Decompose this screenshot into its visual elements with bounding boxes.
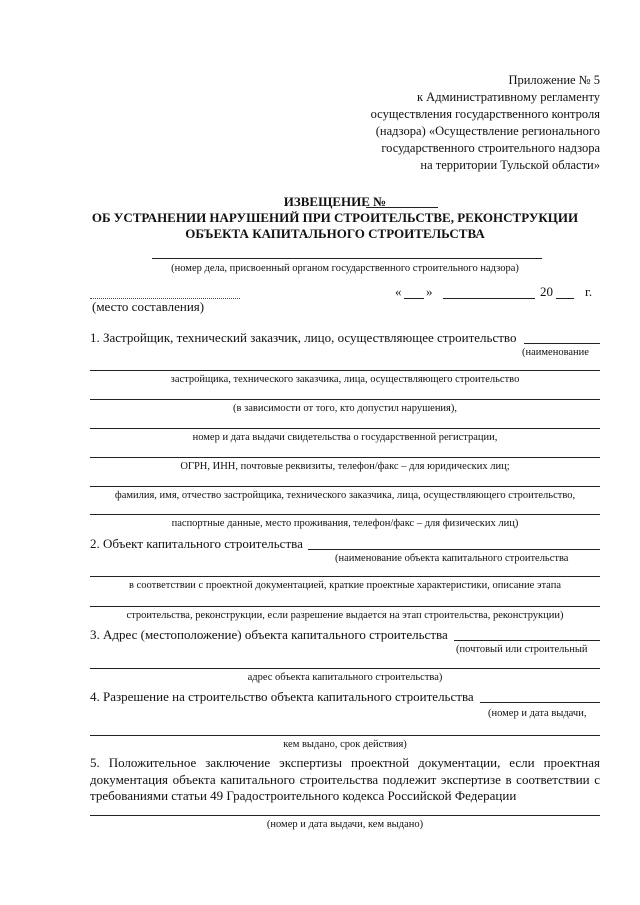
- section4-hint: кем выдано, срок действия): [283, 739, 407, 750]
- section3-hint: (почтовый или строительный: [456, 644, 588, 655]
- notice-number-row: [60, 193, 610, 210]
- appendix-line: государственного строительного надзора: [381, 141, 600, 155]
- section3-hint: адрес объекта капитального строительства): [247, 672, 443, 683]
- section1-hint: паспортные данные, место проживания, телефон/факс – для физических лиц): [171, 518, 519, 529]
- section3-field[interactable]: [90, 668, 600, 669]
- section1-field[interactable]: [90, 486, 600, 487]
- appendix-line: на территории Тульской области»: [420, 158, 600, 172]
- appendix-line: осуществления государственного контроля: [370, 107, 600, 121]
- date-open-quote: «: [395, 284, 402, 299]
- section1-field[interactable]: [90, 428, 600, 429]
- section4-field[interactable]: [480, 702, 600, 703]
- section4-label: 4. Разрешение на строительство объекта капитального строительства: [90, 689, 474, 704]
- section2-label: 2. Объект капитального строительства: [90, 536, 303, 551]
- appendix-block: [330, 72, 600, 174]
- title-line-2: ОБЪЕКТА КАПИТАЛЬНОГО СТРОИТЕЛЬСТВА: [185, 226, 485, 241]
- section3-field[interactable]: [454, 640, 600, 641]
- date-close-quote: »: [426, 284, 433, 299]
- section1-field[interactable]: [90, 370, 600, 371]
- section5-hint: (номер и дата выдачи, кем выдано): [266, 819, 424, 830]
- section2-field[interactable]: [90, 576, 600, 577]
- section1-hint: фамилия, имя, отчество застройщика, технического заказчика, лица, осуществляющего строительство,: [114, 490, 576, 501]
- appendix-line: к Административному регламенту: [416, 90, 600, 104]
- notice-label: ИЗВЕЩЕНИЕ №: [283, 194, 387, 209]
- section2-field[interactable]: [90, 606, 600, 607]
- date-day-field[interactable]: [404, 298, 424, 299]
- section3-label: 3. Адрес (местоположение) объекта капитального строительства: [90, 627, 448, 642]
- notice-number-field[interactable]: [366, 207, 438, 208]
- section1-field[interactable]: [524, 343, 600, 344]
- date-month-field[interactable]: [443, 298, 535, 299]
- section2-hint: (наименование объекта капитального строительства: [335, 553, 569, 564]
- date-year-suffix: г.: [585, 284, 593, 299]
- date-year-field[interactable]: [556, 298, 574, 299]
- section1-field[interactable]: [90, 457, 600, 458]
- section1-label: 1. Застройщик, технический заказчик, лицо, осуществляющее строительство: [90, 330, 517, 345]
- appendix-line: Приложение № 5: [508, 73, 600, 87]
- section5-field[interactable]: [90, 815, 600, 816]
- case-number-hint: (номер дела, присвоенный органом государственного строительного надзора): [171, 263, 519, 274]
- section2-hint: строительства, реконструкции, если разрешение выдается на этап строительства, реконструкции): [126, 610, 564, 621]
- section1-field[interactable]: [90, 399, 600, 400]
- section1-hint: (наименование: [522, 347, 589, 358]
- section1-hint: ОГРН, ИНН, почтовые реквизиты, телефон/факс – для юридических лиц;: [180, 461, 510, 472]
- section1-field[interactable]: [90, 514, 600, 515]
- date-year-prefix: 20: [540, 284, 553, 299]
- section5-text: 5. Положительное заключение экспертизы проектной документации, если проектная документация объекта капитального строительства подлежит экспертизе в соответствии с требованиями статьи 49 Градостроительного кодекса Российской Федерации: [90, 755, 600, 803]
- section1-hint: номер и дата выдачи свидетельства о государственной регистрации,: [192, 432, 498, 443]
- section1-hint: (в зависимости от того, кто допустил нарушения),: [232, 403, 458, 414]
- section2-field[interactable]: [308, 549, 600, 550]
- case-number-field[interactable]: [152, 258, 542, 259]
- title-line-1: ОБ УСТРАНЕНИИ НАРУШЕНИЙ ПРИ СТРОИТЕЛЬСТВЕ, РЕКОНСТРУКЦИИ: [91, 210, 579, 225]
- appendix-line: (надзора) «Осуществление регионального: [375, 124, 600, 138]
- section4-hint: (номер и дата выдачи,: [488, 708, 587, 719]
- section1-hint: застройщика, технического заказчика, лица, осуществляющего строительство: [170, 374, 520, 385]
- section2-hint: в соответствии с проектной документацией, краткие проектные характеристики, описание этапа: [129, 580, 561, 591]
- place-hint: (место составления): [92, 299, 205, 314]
- section4-field[interactable]: [90, 735, 600, 736]
